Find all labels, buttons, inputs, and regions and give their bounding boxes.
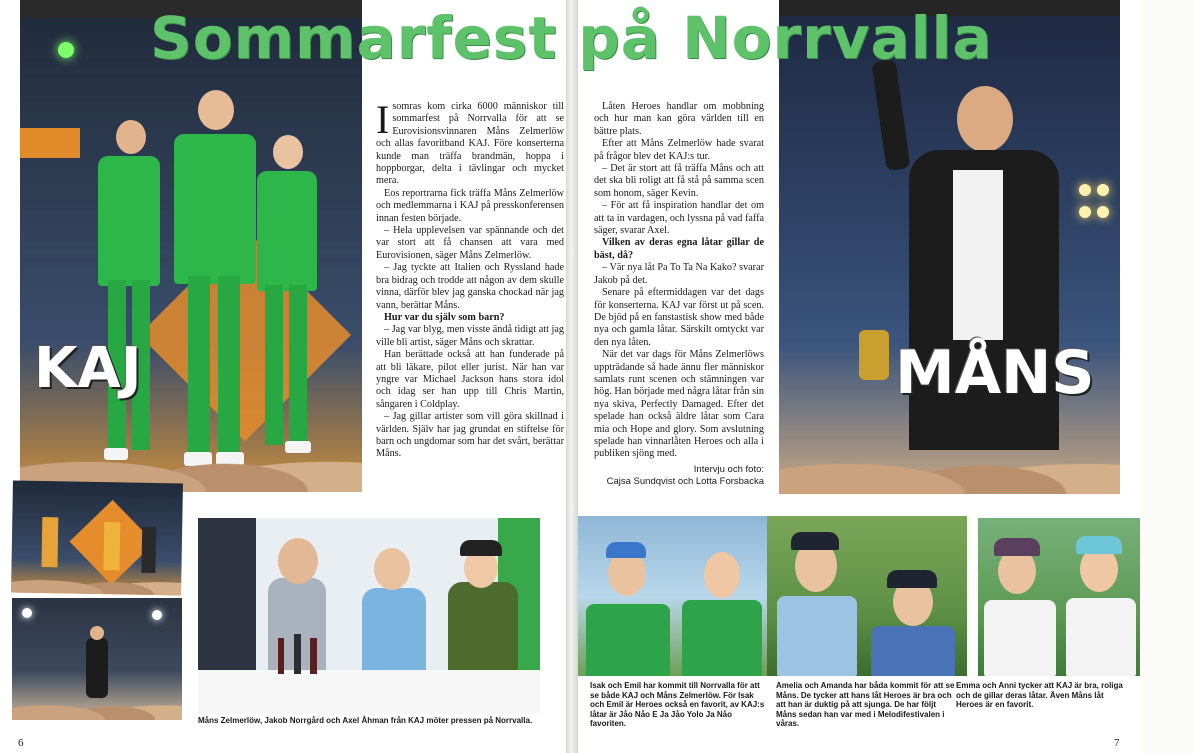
emma-anni-caption: Emma och Anni tycker att KAJ är bra, roliga och de gillar deras låtar. Även Måns låt Heroes är en favorit.: [956, 681, 1123, 709]
article-question: Vilken av deras egna låtar gillar de bäst, då?: [594, 237, 764, 261]
article-paragraph: – För att få inspiration handlar det om att ta in vardagen, och lyssna på vad faffa säger, svarar Axel.: [594, 200, 764, 237]
page-number-left: 6: [18, 737, 24, 749]
press-caption: Måns Zelmerlöw, Jakob Norrgård och Axel Åhman från KAJ möter pressen på Norrvalla.: [198, 716, 533, 725]
credit-names: Cajsa Sundqvist och Lotta Forsbacka: [606, 476, 764, 488]
article-paragraph: – Jag var blyg, men visste ändå tidigt att jag ville bli artist, säger Måns och skrattar.: [376, 324, 564, 348]
article-paragraph: Eos reportrarna fick träffa Måns Zelmerlöw och medlemmarna i KAJ på presskonferensen innan festen började.: [376, 187, 564, 224]
press-conference-photo: [198, 518, 540, 714]
stage-light-icon: [1079, 184, 1091, 196]
article-paragraph: – Hela upplevelsen var spännande och det var stort att få chansen att vara med Eurovisionen, säger Måns Zelmerlöw.: [376, 225, 564, 261]
isak-emil-photo: [578, 516, 768, 676]
article-paragraph: – Jag tyckte att Italien och Ryssland hade bra bidrag och trodde att någon av dem skulle vinna, därför blev jag ganska chockad när jag vann, berättar Måns.: [376, 262, 564, 311]
article-question: Hur var du själv som barn?: [384, 311, 505, 323]
credit-label: Intervju och foto:: [693, 463, 764, 475]
article-paragraph: När det var dags för Måns Zelmerlöws uppträdande så hade ännu fler människor samlats runt scenen och stämningen var hög. Han började med några låtar från sin nya skiva, Perfectly Damaged. Efter det spelade han också äldre låtar som Cara mia och Hope and glory. Som avslutning spelade han vinnarlåten Heroes och alla i publiken sjöng med.: [594, 349, 764, 460]
headline: Sommarfest på Norrvalla: [150, 4, 993, 72]
article-paragraph: Senare på eftermiddagen var det dags för konserterna. KAJ var först ut på scen. De bjöd på en fanstastisk show med både nya och gamla låtar. Särskilt omtyckt var den nya låten.: [594, 287, 764, 348]
emma-anni-photo: [978, 518, 1140, 676]
article-paragraph: Han berättade också att han funderade på att bli läkare, pilot eller jurist. När han var yngre var Michael Jackson hans stora idol och idag ser han upp till Chris Martin, sångaren i Coldplay.: [376, 349, 564, 410]
mans-stage-photo: [779, 0, 1120, 494]
article-paragraph: Efter att Måns Zelmerlöw hade svarat på frågor blev det KAJ:s tur.: [594, 138, 764, 162]
article-column-1: [376, 97, 564, 461]
lead-text: somras kom cirka 6000 människor till sommarfest på Norrvalla för att se Eurovisionsvinnaren Måns Zelmerlöw och allas favoritband KAJ. Före konserterna kunde man träffa brandmän, hoppa i hoppborgar, delta i tävlingar och mycket mera.: [376, 101, 564, 187]
mans-small-stage-photo: [12, 598, 182, 720]
isak-emil-caption: Isak och Emil har kommit till Norrvalla för att se både KAJ och Måns Zelmerlöw. För Isak och Emil är Heroes också en favorit, av KAJ:s låtar är Jåo Nåo E Ja Jåo Yolo Ja Nåo favoriten.: [590, 681, 765, 728]
article-paragraph: – Vär nya låt Pa To Ta Na Kako? svarar Jakob på det.: [594, 262, 764, 286]
amelia-amanda-photo: [767, 516, 967, 676]
article-paragraph: [376, 97, 564, 188]
kaj-member: [98, 120, 168, 470]
article-paragraph: – Det är stort att få träffa Måns och att det ska bli roligt att få stå på samma scen som honom, säger Kevin.: [594, 163, 764, 199]
article-paragraph: Låten Heroes handlar om mobbning och hur man kan göra världen till en bättre plats.: [594, 101, 764, 137]
drop-cap: I: [376, 97, 390, 142]
kaj-label: KAJ: [34, 336, 142, 401]
kaj-small-stage-photo: [11, 481, 183, 596]
page-number-right: 7: [1114, 737, 1120, 749]
kaj-member: [255, 135, 325, 465]
article-paragraph: – Jag gillar artister som vill göra skillnad i världen. Själv har jag grundat en stiftelse för barn och ungdomar som har det svårt, berättar Måns.: [376, 411, 564, 460]
article-column-2: [594, 101, 764, 489]
stage-light-icon: [58, 42, 74, 58]
amelia-amanda-caption: Amelia och Amanda har båda kommit för att se Måns. De tycker att hans låt Heroes är bra och att han är duktig på att sjunga. De har följt Måns sedan han var med i Melodifestivalen i våras.: [776, 681, 955, 728]
page-gutter: [566, 0, 578, 753]
mans-label: MÅNS: [895, 338, 1095, 408]
kaj-stage-photo: [20, 0, 362, 492]
